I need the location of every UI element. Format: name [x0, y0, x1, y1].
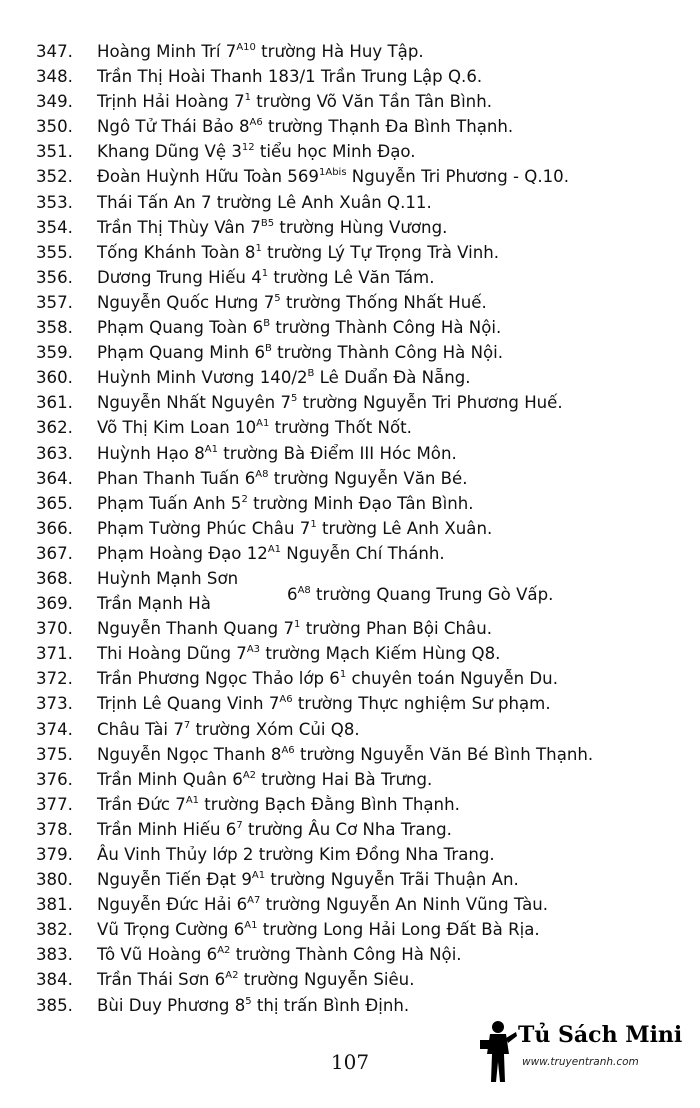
entry-text [97, 265, 435, 290]
entry-name: Nguyễn Tiến Đạt 9 [97, 870, 252, 890]
list-item [0, 340, 700, 365]
entry-text [97, 742, 593, 767]
entry-text [97, 215, 447, 240]
entry-text [97, 666, 558, 691]
entry-text [97, 817, 452, 842]
entry-school: trường Lý Tự Trọng Trà Vinh. [261, 242, 500, 262]
entry-number: 371. [36, 644, 73, 664]
list-item [0, 390, 700, 415]
entry-number: 363. [36, 443, 73, 463]
entry-number: 379. [36, 845, 73, 864]
list-item [0, 917, 700, 942]
entry-name: Tô Vũ Hoàng 6 [97, 945, 218, 965]
entry-name: Trịnh Hải Hoàng 7 [97, 92, 245, 112]
entry-number: 359. [36, 343, 73, 363]
entry-number: 376. [36, 769, 73, 789]
class-section: 12 [241, 142, 255, 154]
entry-name: Huỳnh Mạnh Sơn [97, 568, 239, 588]
entry-number: 350. [36, 117, 73, 137]
shared-school-text-368-369 [287, 585, 553, 604]
class-section: A7 [247, 895, 261, 907]
entry-name: Ngô Tử Thái Bảo 8 [97, 117, 250, 137]
entry-number: 377. [36, 794, 73, 814]
list-item [0, 993, 700, 1018]
entry-name: Hoàng Minh Trí 7 [97, 42, 237, 61]
entry-school: tiểu học Minh Đạo. [254, 142, 416, 162]
entry-number: 362. [36, 418, 73, 438]
class-section: A6 [281, 744, 295, 756]
entry-school: trường Võ Văn Tần Tân Bình. [251, 92, 492, 112]
logo-url: www.truyentranh.com [522, 1056, 639, 1068]
class-section: B5 [260, 217, 275, 229]
entry-text [97, 616, 492, 641]
entry-number: 375. [36, 744, 73, 764]
entry-text [97, 240, 499, 265]
entry-text [97, 390, 563, 415]
list-item [0, 315, 700, 340]
entry-school: trường Bạch Đằng Bình Thạnh. [199, 794, 460, 814]
list-item [0, 265, 700, 290]
entry-text [97, 340, 503, 365]
class-section: B [263, 318, 271, 330]
entry-text [97, 867, 519, 892]
entry-name: Phạm Tường Phúc Châu 7 [97, 518, 311, 538]
entry-number: 372. [36, 669, 73, 689]
list-item [0, 892, 700, 917]
entry-name: Khang Dũng Vệ 3 [97, 142, 242, 162]
entry-name: Trần Phương Ngọc Thảo lớp 6 [97, 669, 340, 689]
entry-name: Nguyễn Thanh Quang 7 [97, 619, 295, 639]
entry-name: Trần Thị Thùy Vân 7 [97, 217, 261, 237]
class-section: A2 [242, 769, 257, 781]
entry-name: Dương Trung Hiếu 4 [97, 267, 262, 287]
class-section: A1 [267, 543, 282, 555]
list-item [0, 114, 700, 139]
entry-text [97, 164, 569, 189]
list-item [0, 641, 700, 666]
entry-text [97, 516, 492, 541]
entry-name: Thái Tấn An 7 trường Lê Anh Xuân Q.11. [97, 192, 432, 212]
entry-name: Thi Hoàng Dũng 7 [97, 644, 247, 664]
list-item [0, 516, 700, 541]
list-item [0, 240, 700, 265]
class-section: A1 [256, 418, 270, 430]
list-item [0, 867, 700, 892]
class-section: A2 [217, 945, 231, 957]
entry-name: Nguyễn Nhất Nguyên 7 [97, 393, 292, 413]
entry-number: 348. [36, 67, 73, 87]
entry-school: trường Thành Công Hà Nội. [271, 343, 504, 363]
entry-school: Lê Duẩn Đà Nẵng. [314, 368, 471, 388]
entry-name: Phạm Quang Toàn 6 [97, 318, 264, 338]
class-section: 5 [291, 393, 298, 405]
list-item [0, 89, 700, 114]
entry-name: Trần Mạnh Hà [97, 594, 211, 614]
list-item [0, 441, 700, 466]
list-item [0, 466, 700, 491]
entry-school: trường Phan Bội Châu. [300, 619, 492, 639]
entry-number: 355. [36, 242, 73, 262]
entry-number: 358. [36, 318, 73, 338]
entry-school: trường Bà Điểm III Hóc Môn. [217, 443, 457, 463]
list-item [0, 415, 700, 440]
entry-text [97, 691, 551, 716]
entry-name: Trần Thái Sơn 6 [97, 970, 226, 990]
class-section: A6 [249, 117, 263, 129]
entry-number: 381. [36, 895, 73, 915]
publisher-logo [478, 1018, 688, 1084]
entry-school: trường Mạch Kiếm Hùng Q8. [260, 644, 501, 664]
entry-school: trường Thống Nhất Huế. [280, 292, 487, 312]
list-item [0, 164, 700, 189]
entry-number: 378. [36, 819, 73, 839]
entry-text [97, 591, 211, 616]
entry-name: Nguyễn Đức Hải 6 [97, 895, 248, 915]
list-item [0, 792, 700, 817]
entry-number: 380. [36, 870, 73, 890]
entry-text [97, 993, 409, 1018]
list-item [0, 541, 700, 566]
list-item [0, 616, 700, 641]
entry-name: Trịnh Lê Quang Vinh 7 [97, 694, 280, 714]
class-section: 7 [183, 719, 191, 731]
entry-number: 374. [36, 719, 73, 739]
entry-name: Trần Đức 7 [97, 794, 186, 814]
entry-school: trường Âu Cơ Nha Trang. [242, 819, 452, 839]
entry-school: trường Nguyễn An Ninh Vũng Tàu. [260, 895, 549, 915]
entry-school: Nguyễn Chí Thánh. [281, 543, 445, 563]
entry-school: trường Thành Công Hà Nội. [270, 318, 502, 338]
shared-class-section: A8 [297, 585, 311, 596]
class-section: 1 [244, 92, 252, 104]
entry-school: trường Hai Bà Trưng. [256, 769, 433, 789]
list-item [0, 491, 700, 516]
entry-text [97, 541, 445, 566]
entry-school: trường Nguyễn Siêu. [238, 970, 415, 990]
entry-number: 367. [36, 543, 73, 563]
entry-school: thị trấn Bình Định. [251, 995, 410, 1015]
entry-text [97, 190, 432, 215]
entry-name: Đoàn Huỳnh Hữu Toàn 569 [97, 167, 319, 187]
entry-school: trường Thực nghiệm Sư phạm. [292, 694, 551, 714]
entry-name: Phạm Quang Minh 6 [97, 343, 265, 363]
page-number: 107 [330, 1050, 370, 1074]
class-section: A6 [279, 694, 293, 706]
entry-school: trường Thành Công Hà Nội. [230, 945, 462, 965]
class-section: 2 [241, 493, 248, 505]
entry-number: 385. [36, 995, 73, 1015]
list-item [0, 64, 700, 89]
entry-number: 370. [36, 619, 73, 639]
class-section: 1 [310, 518, 317, 530]
entry-school: trường Hà Huy Tập. [255, 42, 424, 61]
entry-school: trường Nguyễn Trãi Thuận An. [265, 870, 519, 890]
entry-school: trường Xóm Củi Q8. [190, 719, 360, 739]
entry-number: 352. [36, 167, 73, 187]
entry-school: trường Nguyễn Tri Phương Huế. [297, 393, 563, 413]
class-section: A3 [246, 644, 261, 656]
class-section: A2 [225, 970, 239, 982]
entry-text [97, 842, 495, 867]
entry-name: Âu Vinh Thủy lớp 2 trường Kim Đồng Nha Trang. [97, 845, 495, 864]
entry-name: Phạm Tuấn Anh 5 [97, 493, 242, 513]
entry-number: 369. [36, 594, 73, 614]
entry-name: Trần Minh Quân 6 [97, 769, 243, 789]
class-section: 5 [245, 995, 252, 1007]
entry-text [97, 491, 474, 516]
entry-text [97, 717, 360, 742]
list-item [0, 691, 700, 716]
entry-number: 365. [36, 493, 73, 513]
entry-text [97, 89, 492, 114]
entry-name: Trần Thị Hoài Thanh 183/1 Trần Trung Lập Q.6. [97, 67, 483, 87]
entry-name: Huỳnh Hạo 8 [97, 443, 205, 463]
entry-text [97, 942, 462, 967]
entry-text [97, 39, 424, 64]
entry-school: trường Nguyễn Văn Bé Bình Thạnh. [294, 744, 594, 764]
entry-name: Trần Minh Hiếu 6 [97, 819, 237, 839]
entry-text [97, 566, 238, 591]
entry-name: Phạm Hoàng Đạo 12 [97, 543, 268, 563]
entry-text [97, 892, 548, 917]
entry-text [97, 466, 468, 491]
entry-number: 354. [36, 217, 73, 237]
entry-text [97, 792, 460, 817]
entry-text [97, 365, 471, 390]
entry-text [97, 967, 414, 992]
entry-name: Nguyễn Ngọc Thanh 8 [97, 744, 282, 764]
class-section: 1Abis [318, 167, 347, 179]
reader-silhouette-icon [478, 1018, 518, 1084]
class-section: 1 [255, 242, 262, 254]
list-item [0, 767, 700, 792]
entry-text [97, 64, 482, 89]
entry-school: trường Nguyễn Văn Bé. [268, 468, 468, 488]
logo-title: Tủ Sách Mini [518, 1022, 683, 1048]
entry-number: 357. [36, 292, 73, 312]
entry-list [0, 39, 700, 1018]
class-section: B [307, 368, 315, 380]
entry-number: 360. [36, 368, 73, 388]
class-section: 7 [236, 819, 243, 831]
list-item [0, 817, 700, 842]
class-section: 1 [294, 619, 301, 631]
list-item [0, 842, 700, 867]
entry-number: 373. [36, 694, 73, 714]
entry-text [97, 114, 513, 139]
entry-school: Nguyễn Tri Phương - Q.10. [346, 167, 569, 187]
entry-name: Nguyễn Quốc Hưng 7 [97, 292, 275, 312]
entry-text [97, 917, 540, 942]
entry-text [97, 415, 412, 440]
entry-number: 349. [36, 92, 73, 112]
entry-text [97, 139, 416, 164]
entry-school: trường Thốt Nốt. [269, 418, 412, 438]
entry-text [97, 441, 457, 466]
class-section: 5 [274, 292, 281, 304]
entry-name: Võ Thị Kim Loan 10 [97, 418, 257, 438]
list-item [0, 290, 700, 315]
entry-name: Tống Khánh Toàn 8 [97, 242, 256, 262]
entry-school: chuyên toán Nguyễn Du. [346, 669, 558, 689]
class-section: A10 [236, 42, 256, 53]
entry-school: trường Lê Anh Xuân. [316, 518, 493, 538]
list-item [0, 717, 700, 742]
list-item [0, 215, 700, 240]
entry-number: 356. [36, 267, 73, 287]
entry-name: Vũ Trọng Cường 6 [97, 920, 245, 940]
list-item [0, 742, 700, 767]
shared-school: trường Quang Trung Gò Vấp. [310, 585, 554, 604]
entry-text [97, 315, 501, 340]
class-section: A1 [185, 794, 200, 806]
entry-number: 361. [36, 393, 73, 413]
entry-name: Huỳnh Minh Vương 140/2 [97, 368, 308, 388]
list-item [0, 190, 700, 215]
entry-name: Phan Thanh Tuấn 6 [97, 468, 256, 488]
list-item [0, 967, 700, 992]
entry-school: trường Lê Văn Tám. [268, 267, 435, 287]
list-item [0, 942, 700, 967]
shared-class: 6 [287, 585, 298, 604]
class-section: A8 [255, 468, 269, 480]
class-section: B [265, 343, 272, 355]
entry-name: Bùi Duy Phương 8 [97, 995, 246, 1015]
entry-school: trường Thạnh Đa Bình Thạnh. [262, 117, 514, 137]
list-item [0, 39, 700, 64]
entry-number: 364. [36, 468, 73, 488]
entry-school: trường Minh Đạo Tân Bình. [247, 493, 474, 513]
entry-number: 368. [36, 568, 73, 588]
entry-text [97, 290, 487, 315]
entry-school: trường Hùng Vương. [274, 217, 448, 237]
class-section: A1 [204, 443, 218, 455]
entry-name: Châu Tài 7 [97, 719, 184, 739]
entry-number: 353. [36, 192, 73, 212]
entry-number: 383. [36, 945, 73, 965]
class-section: A1 [244, 920, 258, 932]
entry-number: 347. [36, 42, 73, 61]
entry-number: 351. [36, 142, 73, 162]
class-section: 1 [339, 669, 347, 681]
entry-number: 366. [36, 518, 73, 538]
class-section: 1 [261, 267, 269, 279]
list-item [0, 666, 700, 691]
entry-text [97, 767, 432, 792]
entry-number: 382. [36, 920, 73, 940]
class-section: A1 [251, 870, 266, 882]
list-item [0, 365, 700, 390]
list-item [0, 139, 700, 164]
entry-text [97, 641, 500, 666]
entry-school: trường Long Hải Long Đất Bà Rịa. [257, 920, 540, 940]
entry-number: 384. [36, 970, 73, 990]
